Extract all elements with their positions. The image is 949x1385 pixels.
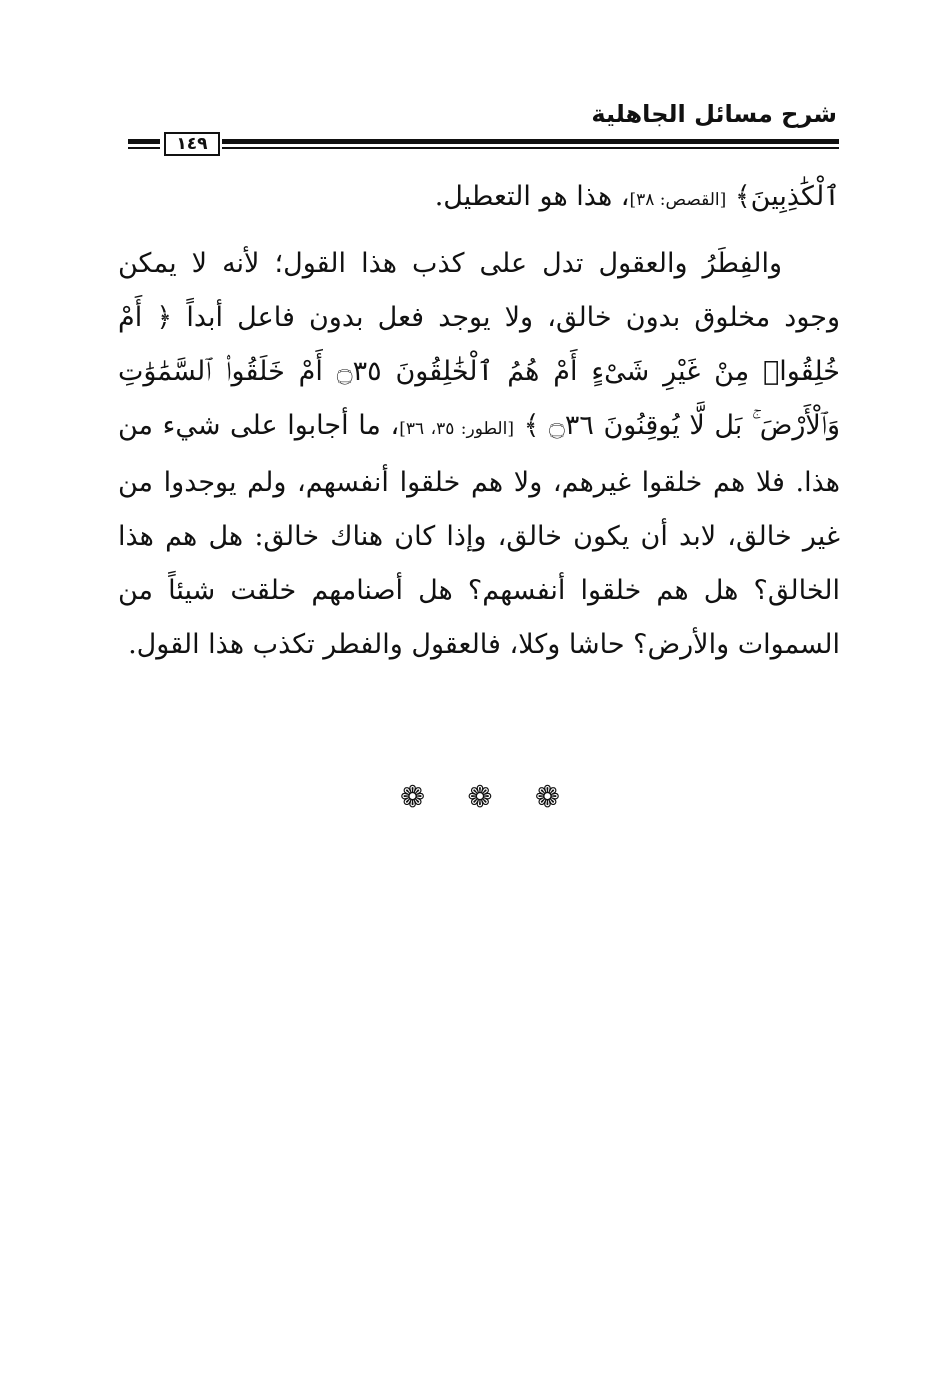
- asterism-icon: ❁: [400, 780, 426, 815]
- header-rule-long-thick: [222, 139, 839, 144]
- section-separator: [400, 780, 560, 815]
- header-rule-long-thin: [222, 147, 839, 149]
- asterism-icon: ❁: [534, 780, 560, 815]
- paragraph-2: [118, 237, 840, 672]
- page-number: ١٤٩: [164, 132, 220, 156]
- body-text: [118, 170, 840, 672]
- quran-quote-2: ﴿ أَمْ خُلِقُوا۟ مِنْ غَيْرِ شَىْءٍ أَمْ هُمُ ٱلْخَٰلِقُونَ ۝٣٥ أَمْ خَلَقُوا۟ ٱلسَّمَٰوَٰتِ وَٱلْأَرْضَ ۚ بَل لَّا يُوقِنُونَ ۝٣٦ ﴾: [118, 302, 841, 441]
- paragraph-1-text: ، هذا هو التعطيل.: [434, 181, 630, 212]
- running-header-title: شرح مسائل الجاهلية: [591, 100, 837, 128]
- asterism-icon: ❁: [467, 780, 493, 815]
- paragraph-2-text-2: ، ما أجابوا على شيء من هذا. فلا هم خلقوا غيرهم، ولا هم خلقوا أنفسهم، ولم يوجدوا من غير خالق، لابد أن يكون خالق، وإذا كان هناك خالق: هل هم هذا الخالق؟ هل هم خلقوا أنفسهم؟ هل أصنامهم خلقت شيئاً من السموات والأرض؟ حاشا وكلا، فالعقول والفطر تكذب هذا القول.: [118, 410, 840, 660]
- verse-reference-2: [الطور: ٣٥، ٣٦]: [399, 419, 514, 439]
- header-rule-short-thin: [128, 147, 160, 149]
- paragraph-1: [118, 170, 840, 227]
- verse-reference-1: [القصص: ٣٨]: [629, 190, 727, 210]
- header-rule-short-thick: [128, 139, 160, 144]
- header-rule: [124, 132, 839, 154]
- paragraph-2-text-1: والفِطَرُ والعقول تدل على كذب هذا القول؛ لأنه لا يمكن وجود مخلوق بدون خالق، ولا يوجد فعل بدون فاعل أبداً: [118, 248, 840, 333]
- quran-quote-1: ٱلْكَٰذِبِينَ﴾: [734, 181, 840, 212]
